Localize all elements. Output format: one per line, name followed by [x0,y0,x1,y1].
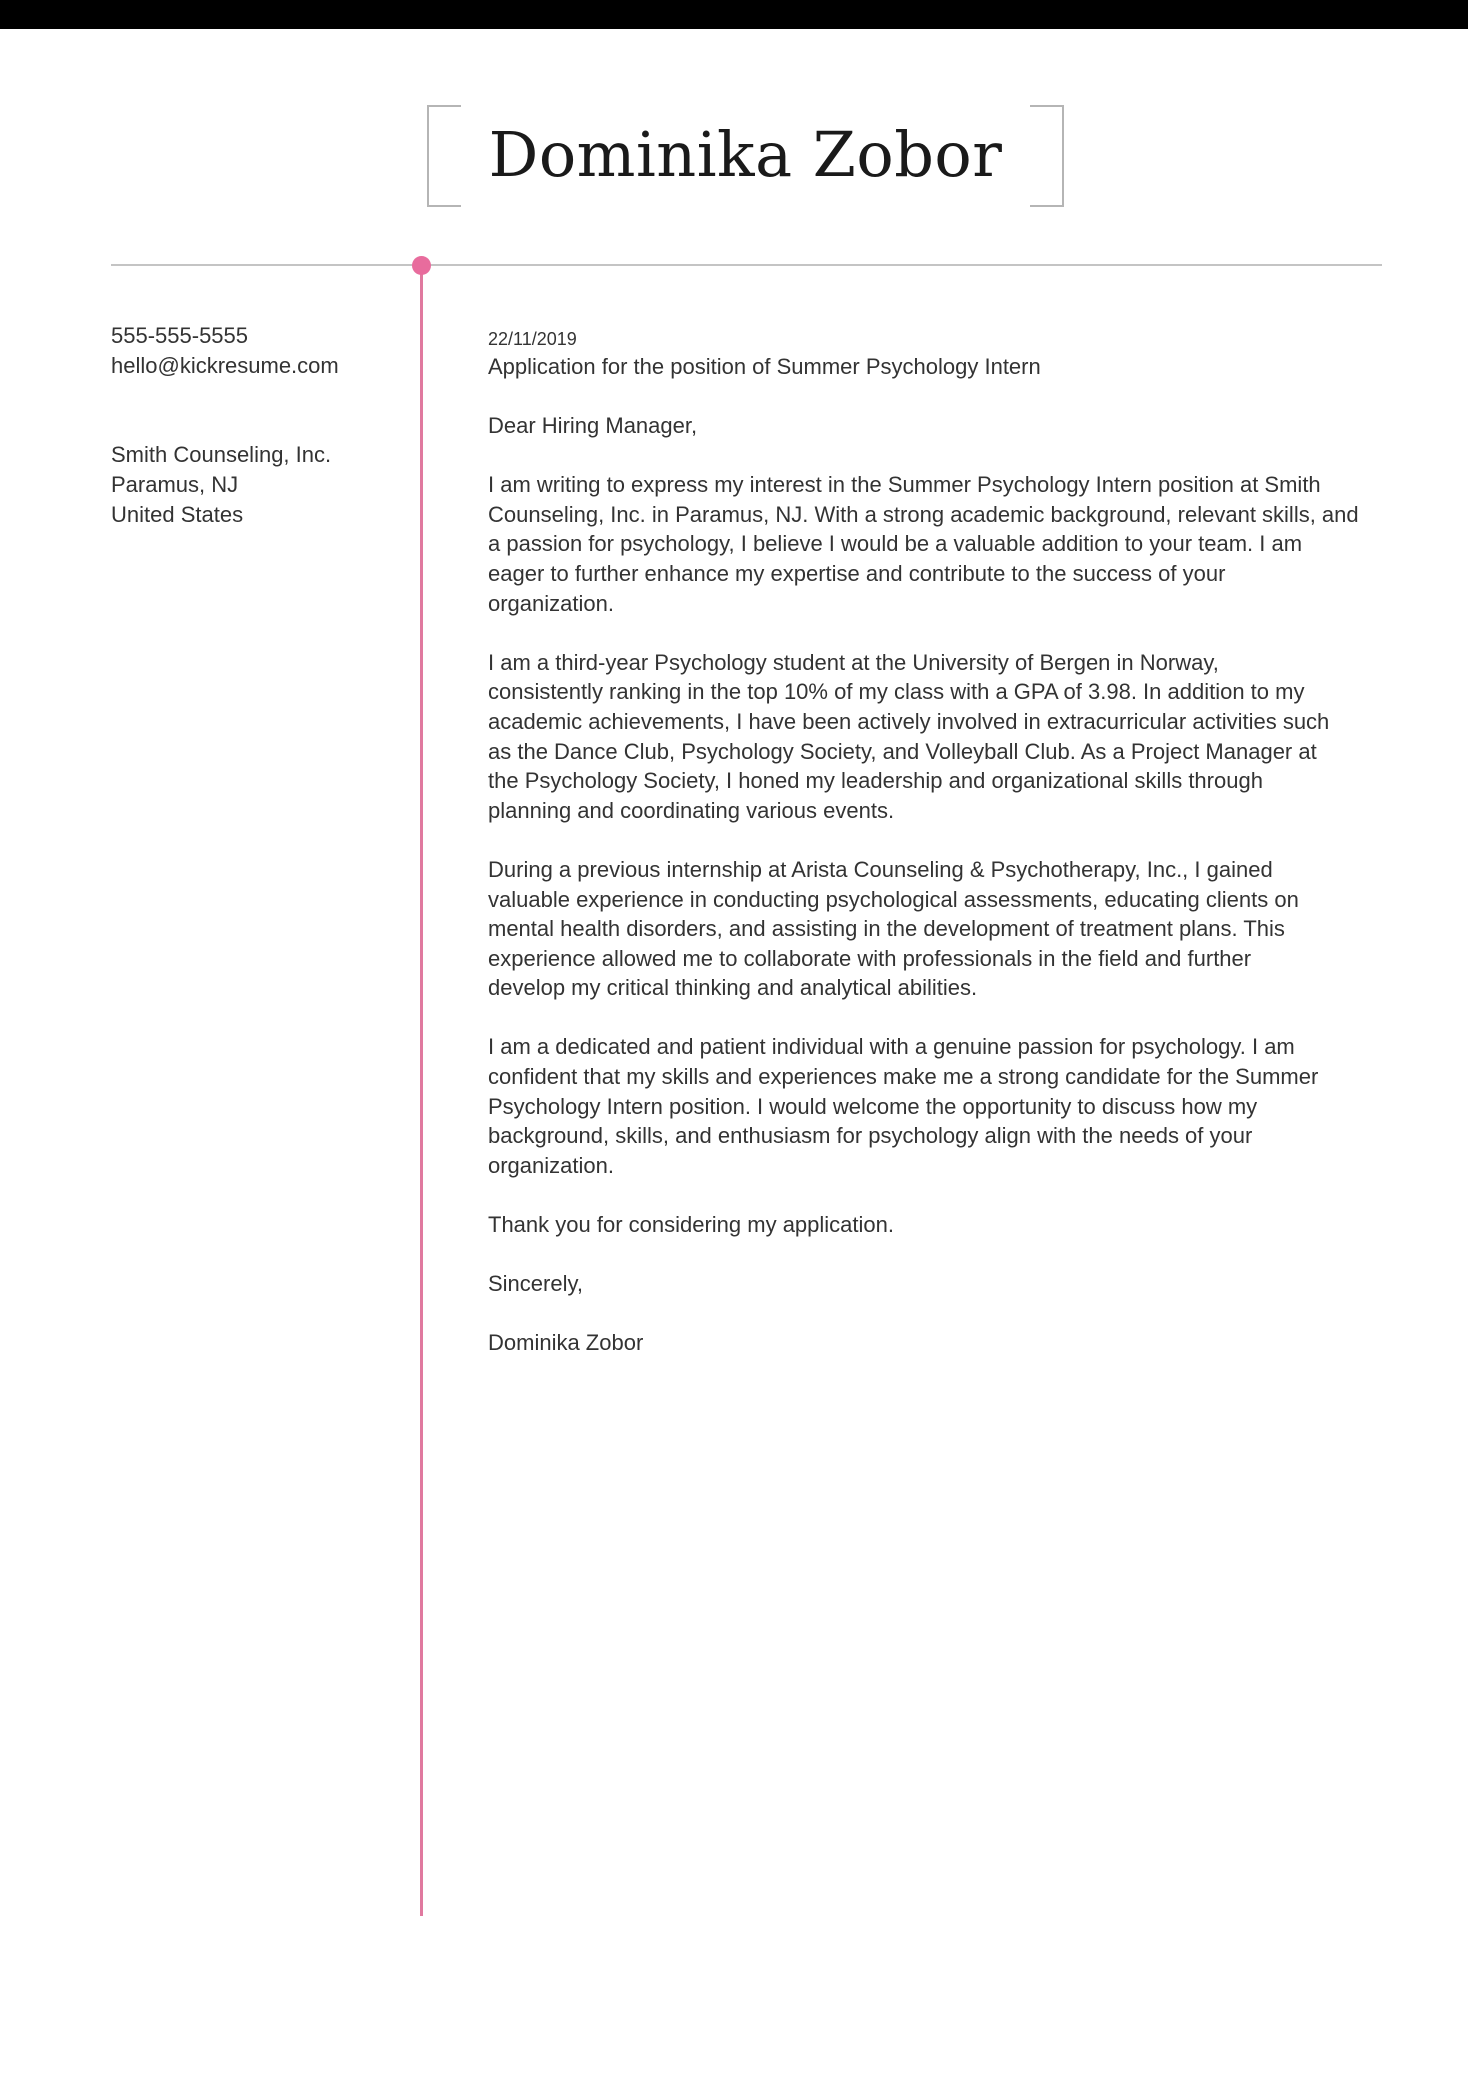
letter-subject: Application for the position of Summer Psychology Intern [488,354,1041,379]
letter-date: 22/11/2019 [488,329,577,349]
greeting-line: Dear Hiring Manager, [488,413,698,438]
paragraph-line: as the Dance Club, Psychology Society, and Volleyball Club. As a Project Manager at [488,738,1317,764]
vertical-divider [420,266,423,1916]
paragraph-line: the Psychology Society, I honed my leadership and organizational skills through [488,768,1263,794]
top-bar [0,0,1468,29]
paragraph-line: I am writing to express my interest in the Summer Psychology Intern position at Smith [488,472,1321,498]
recipient-company: Smith Counseling, Inc. [111,442,332,467]
contact-sidebar [111,321,401,530]
thanks-line [488,1210,1388,1240]
signature [488,1328,1388,1358]
recipient-city: Paramus, NJ [111,472,239,497]
accent-dot [412,256,431,275]
paragraph-1 [488,470,1388,618]
name-header [427,105,1064,205]
paragraph-line: I am a third-year Psychology student at the University of Bergen in Norway, [488,649,1219,675]
horizontal-divider [111,264,1382,266]
greeting [488,411,1388,441]
paragraph-line: planning and coordinating various events. [488,797,895,823]
letter-body [488,326,1388,1388]
paragraph-line: a passion for psychology, I believe I would be a valuable addition to your team. I am [488,531,1303,557]
paragraph-line: During a previous internship at Arista Counseling & Psychotherapy, Inc., I gained [488,856,1273,882]
thanks-text: Thank you for considering my application. [488,1212,894,1238]
paragraph-line: mental health disorders, and assisting in the development of treatment plans. This [488,916,1285,942]
paragraph-line: develop my critical thinking and analytical abilities. [488,975,978,1001]
signature-name: Dominika Zobor [488,1330,644,1356]
paragraph-line: eager to further enhance my expertise and contribute to the success of your [488,560,1226,586]
paragraph-2 [488,648,1388,826]
paragraph-line: Psychology Intern position. I would welcome the opportunity to discuss how my [488,1093,1258,1119]
paragraph-line: confident that my skills and experiences make me a strong candidate for the Summer [488,1064,1319,1090]
recipient-country: United States [111,502,244,527]
applicant-name: Dominika Zobor [488,118,1003,191]
closing-line [488,1269,1388,1299]
paragraph-line: organization. [488,1152,614,1178]
paragraph-line: experience allowed me to collaborate with professionals in the field and further [488,945,1252,971]
paragraph-3 [488,855,1388,1003]
paragraph-4 [488,1032,1388,1180]
email-address: hello@kickresume.com [111,353,339,378]
paragraph-line: academic achievements, I have been actively involved in extracurricular activities such [488,708,1330,734]
spacer [111,381,401,440]
paragraph-line: organization. [488,590,614,616]
paragraph-line: I am a dedicated and patient individual with a genuine passion for psychology. I am [488,1034,1295,1060]
paragraph-line: Counseling, Inc. in Paramus, NJ. With a strong academic background, relevant skills, and [488,501,1359,527]
paragraph-line: background, skills, and enthusiasm for psychology align with the needs of your [488,1123,1253,1149]
phone-number: 555-555-5555 [111,323,249,348]
paragraph-line: consistently ranking in the top 10% of my class with a GPA of 3.98. In addition to my [488,679,1305,705]
closing-text: Sincerely, [488,1271,583,1297]
paragraph-line: valuable experience in conducting psychological assessments, educating clients on [488,886,1299,912]
